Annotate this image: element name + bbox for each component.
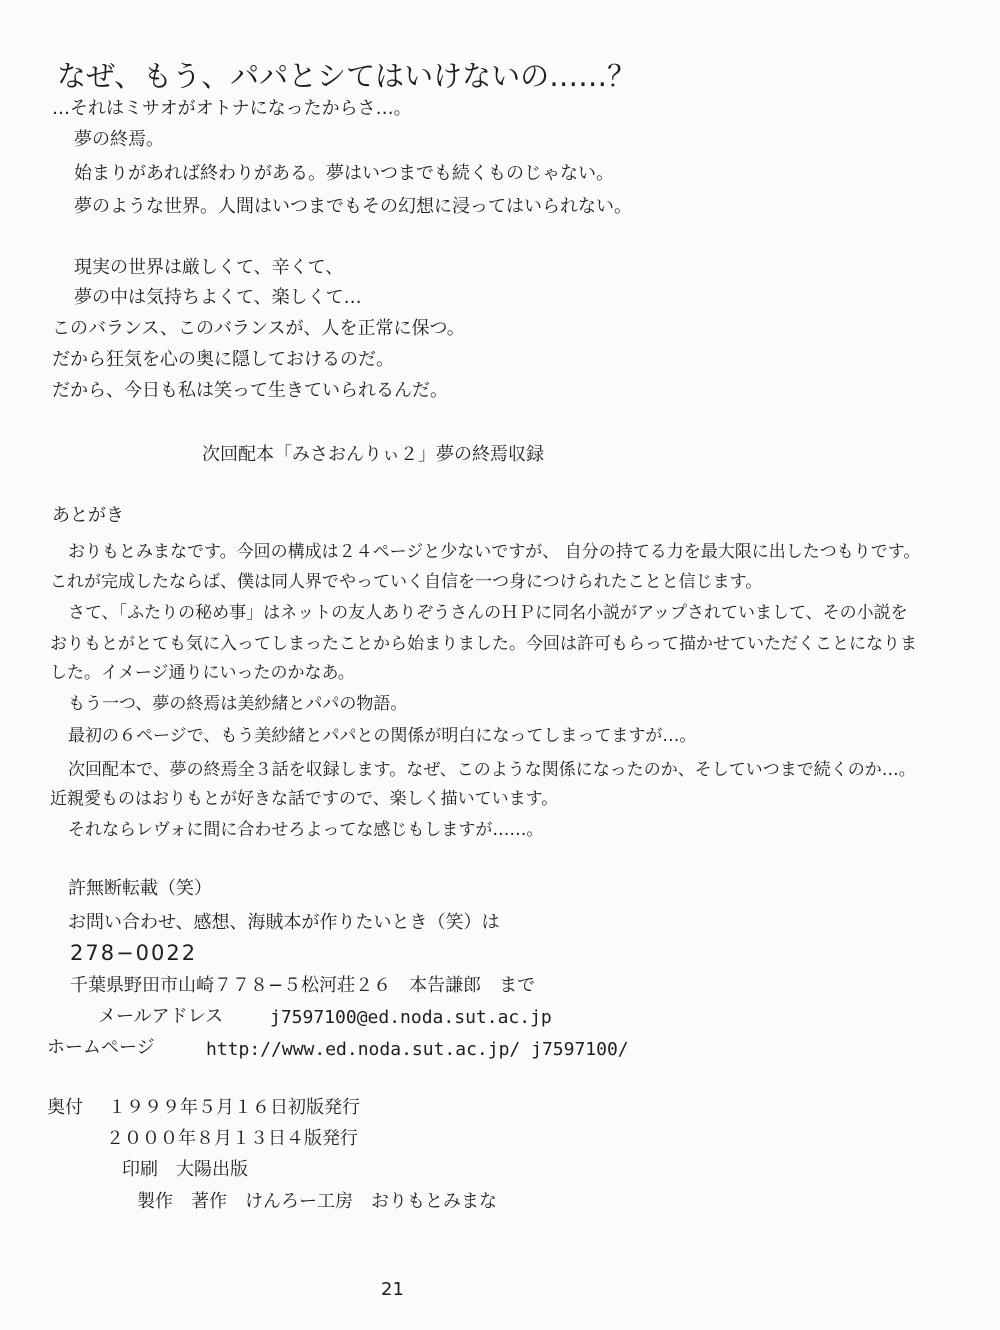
- email-label: メールアドレス: [98, 1006, 224, 1027]
- afterword-line: 近親愛ものはおりもとが好きな話ですので、楽しく描いています。: [50, 789, 559, 809]
- poem-line: 夢の終焉。: [74, 129, 164, 150]
- afterword-line: これが完成したならば、僕は同人界でやっていく自信を一つ身につけられたことと信じます。: [50, 572, 763, 592]
- poem-line: 現実の世界は厳しくて、辛くて、: [74, 257, 344, 278]
- postal-address: 千葉県野田市山崎７７８−５松河荘２６ 本告謙郎 まで: [70, 975, 536, 996]
- email-address: j7597100@ed.noda.sut.ac.jp: [270, 1007, 552, 1028]
- no-reprint-notice: 許無断転載（笑）: [68, 878, 212, 899]
- poem-title: なぜ、もう、パパとシてはいけないの……？: [57, 59, 637, 93]
- first-edition-date: １９９９年５月１６日初版発行: [108, 1097, 360, 1118]
- next-issue-notice: 次回配本「みさおんりぃ２」夢の終焉収録: [202, 444, 544, 465]
- inquiry-text: お問い合わせ、感想、海賊本が作りたいとき（笑）は: [68, 912, 500, 933]
- afterword-line: 次回配本で、夢の終焉全３話を収録します。なぜ、このような関係になったのか、そしていつまで続くのか…。: [68, 760, 916, 780]
- afterword-heading: あとがき: [52, 505, 124, 526]
- afterword-line: おりもとがとても気に入ってしまったことから始まりました。今回は許可もらって描かせていただくことになりま: [50, 634, 917, 654]
- poem-line: 夢の中は気持ちよくて、楽しくて…: [74, 287, 362, 308]
- afterword-line: もう一つ、夢の終焉は美紗緒とパパの物語。: [68, 694, 408, 714]
- page-number: 21: [381, 1279, 404, 1300]
- homepage-label: ホームページ: [47, 1037, 155, 1058]
- homepage-url: http://www.ed.noda.sut.ac.jp/ j7597100/: [206, 1039, 629, 1060]
- afterword-line: おりもとみまなです。今回の構成は２４ページと少ないですが、 自分の持てる力を最大限に出したつもりです。: [68, 542, 921, 562]
- poem-line: だから狂気を心の奥に隠しておけるのだ。: [52, 349, 394, 370]
- printer: 印刷 大陽出版: [122, 1159, 248, 1180]
- poem-line: 夢のような世界。人間はいつまでもその幻想に浸ってはいられない。: [74, 196, 632, 217]
- production-credits: 製作 著作 けんろー工房 おりもとみまな: [137, 1191, 497, 1212]
- colophon-label: 奥付: [47, 1097, 83, 1118]
- afterword-line: した。イメージ通りにいったのかなあ。: [50, 663, 355, 683]
- postal-code: 278−0022: [70, 941, 198, 965]
- poem-line: このバランス、このバランスが、人を正常に保つ。: [52, 318, 465, 339]
- fourth-edition-date: ２０００年８月１３日４版発行: [106, 1128, 358, 1149]
- poem-line: 始まりがあれば終わりがある。夢はいつまでも続くものじゃない。: [74, 163, 614, 184]
- poem-line: …それはミサオがオトナになったからさ…。: [52, 98, 412, 119]
- afterword-line: 最初の６ページで、もう美紗緒とパパとの関係が明白になってしまってますが…。: [68, 726, 697, 746]
- afterword-line: さて、「ふたりの秘め事」はネットの友人ありぞうさんのＨＰに同名小説がアップされていまして、その小説を: [68, 603, 908, 623]
- afterword-line: それならレヴォに間に合わせろよってな感じもしますが……。: [68, 820, 544, 840]
- poem-line: だから、今日も私は笑って生きていられるんだ。: [52, 380, 448, 401]
